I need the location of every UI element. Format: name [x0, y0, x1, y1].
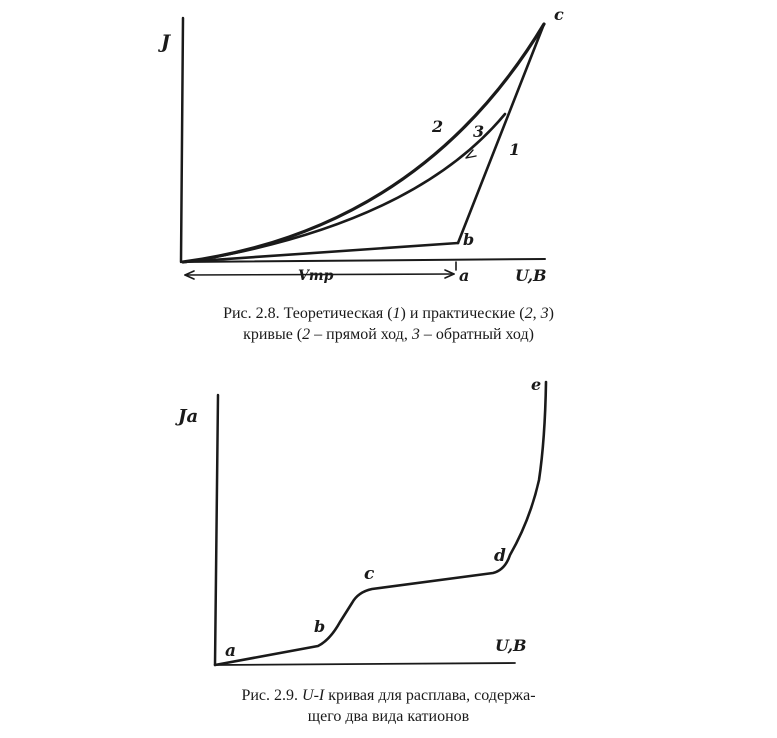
fig2-point-e: e	[531, 375, 542, 394]
figure-2-8-caption-line-1: Рис. 2.8. Теоретическая (1) и практические (2, 3)	[223, 305, 554, 322]
fig1-y-axis	[181, 18, 183, 262]
fig1-curve-2-label: 2	[432, 117, 444, 136]
curve-2	[183, 24, 544, 262]
figure-2-8-caption-line-2: кривые (2 – прямой ход, 3 – обратный ход)	[243, 326, 534, 343]
fig1-curve-1-label: 1	[509, 140, 521, 159]
fig1-y-axis-label: J	[161, 31, 170, 53]
figure-2-8-labels	[158, 5, 564, 285]
figure-2-9	[215, 382, 546, 665]
fig2-point-b: b	[314, 617, 326, 636]
fig2-x-axis-label: U,B	[495, 636, 527, 655]
fig2-y-axis	[215, 395, 218, 665]
figure-2-9-labels	[175, 375, 541, 661]
fig1-span-label: Vmp	[298, 268, 334, 284]
fig1-point-a: a	[459, 266, 470, 285]
fig2-x-axis	[215, 663, 515, 665]
fig1-point-b: b	[463, 230, 475, 249]
fig2-point-d: d	[494, 546, 506, 566]
figure-2-9-caption	[0, 685, 777, 727]
fig1-point-c: c	[554, 5, 564, 24]
figure-2-8-caption	[0, 303, 777, 345]
curve-1-rise	[458, 24, 544, 243]
figure-2-9-caption-line-1: Рис. 2.9. U-I кривая для расплава, содержа-	[241, 687, 536, 704]
ua-curve	[215, 382, 546, 665]
fig2-point-c: c	[364, 564, 375, 584]
fig1-x-axis-label: U,B	[515, 266, 547, 285]
fig2-y-axis-label: Ja	[178, 406, 199, 427]
fig1-curve-3-label: 3	[473, 122, 485, 141]
fig2-point-a: a	[225, 641, 237, 661]
figure-2-9-caption-line-2: щего два вида катионов	[307, 708, 470, 725]
figure-2-8	[181, 18, 545, 279]
